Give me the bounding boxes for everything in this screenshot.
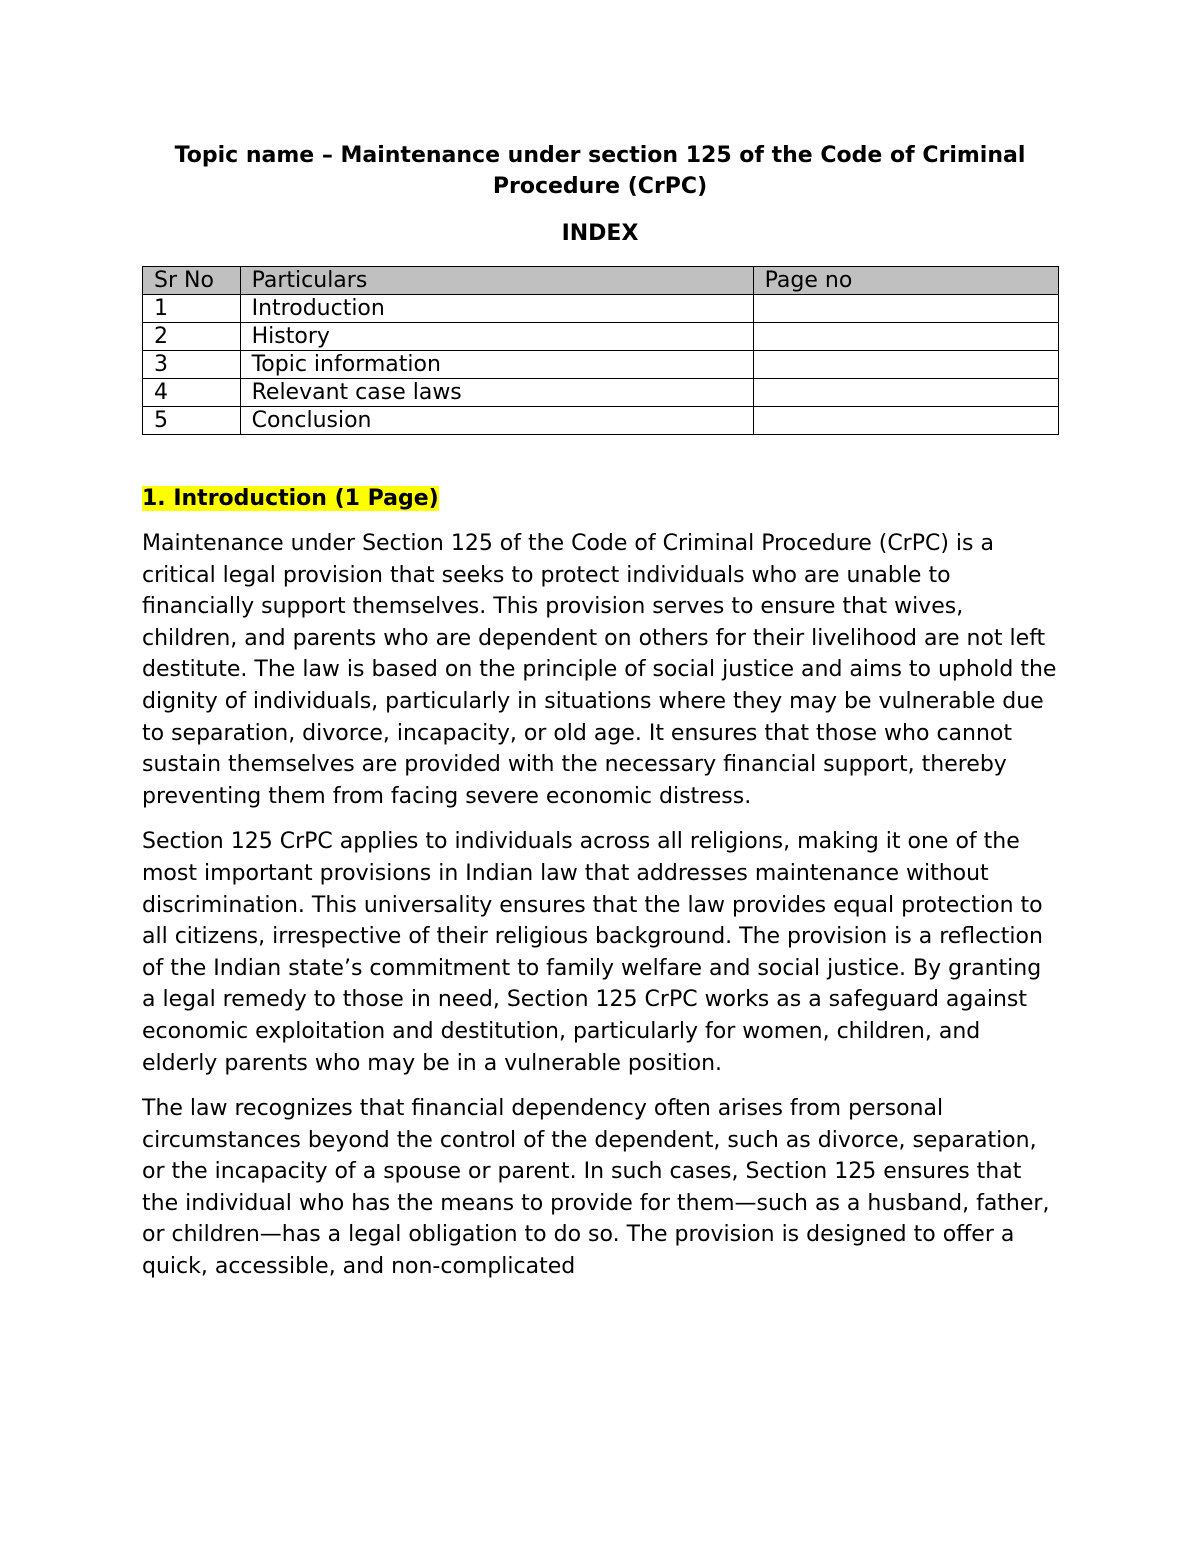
index-heading: INDEX xyxy=(561,221,639,246)
highlighted-heading-text: 1. Introduction (1 Page) xyxy=(142,486,439,511)
row-page-no xyxy=(753,407,1058,435)
table-row xyxy=(143,379,1059,407)
document-title-line-1: Topic name – Maintenance under section 125 of the Code of Criminal xyxy=(174,143,1026,168)
row-particular: Topic information xyxy=(240,351,753,379)
header-sr-no: Sr No xyxy=(143,267,241,295)
row-particular: Relevant case laws xyxy=(240,379,753,407)
row-particular: Introduction xyxy=(240,295,753,323)
paragraph: Maintenance under Section 125 of the Code of Criminal Procedure (CrPC) is a critical legal provision that seeks to protect individuals who are unable to financially support themselves. This provision serves to ensure that wives, children, and parents who are dependent on others for their livelihood are not left destitute. The law is based on the principle of social justice and aims to uphold the dignity of individuals, particularly in situations where they may be vulnerable due to separation, divorce, incapacity, or old age. It ensures that those who cannot sustain themselves are provided with the necessary financial support, thereby preventing them from facing severe economic distress. xyxy=(142,531,1057,809)
row-page-no xyxy=(753,295,1058,323)
paragraph: The law recognizes that financial dependency often arises from personal circumstances beyond the control of the dependent, such as divorce, separation, or the incapacity of a spouse or parent. In such cases, Section 125 ensures that the individual who has the means to provide for them—such as a husband, father, or children—has a legal obligation to do so. The provision is designed to offer a quick, accessible, and non-complicated xyxy=(142,1096,1050,1280)
document-title-line-2: Procedure (CrPC) xyxy=(492,174,708,199)
paragraph: Section 125 CrPC applies to individuals across all religions, making it one of the most important provisions in Indian law that addresses maintenance without discrimination. This universality ensures that the law provides equal protection to all citizens, irrespective of their religious background. The provision is a reflection of the Indian state’s commitment to family welfare and social justice. By granting a legal remedy to those in need, Section 125 CrPC works as a safeguard against economic exploitation and destitution, particularly for women, children, and elderly parents who may be in a vulnerable position. xyxy=(142,829,1043,1076)
header-particulars: Particulars xyxy=(240,267,753,295)
table-row xyxy=(143,407,1059,435)
row-page-no xyxy=(753,323,1058,351)
table-row xyxy=(143,295,1059,323)
table-row xyxy=(143,351,1059,379)
row-page-no xyxy=(753,379,1058,407)
index-table-header xyxy=(143,267,1059,295)
section-heading-introduction xyxy=(142,483,1058,514)
row-sr-no: 4 xyxy=(143,379,241,407)
row-sr-no: 2 xyxy=(143,323,241,351)
row-sr-no: 1 xyxy=(143,295,241,323)
document-content xyxy=(142,140,1058,1283)
index-table xyxy=(142,266,1059,435)
row-page-no xyxy=(753,351,1058,379)
row-particular: History xyxy=(240,323,753,351)
row-sr-no: 5 xyxy=(143,407,241,435)
header-page-no: Page no xyxy=(753,267,1058,295)
table-row xyxy=(143,323,1059,351)
document-title xyxy=(142,140,1058,202)
row-particular: Conclusion xyxy=(240,407,753,435)
row-sr-no: 3 xyxy=(143,351,241,379)
